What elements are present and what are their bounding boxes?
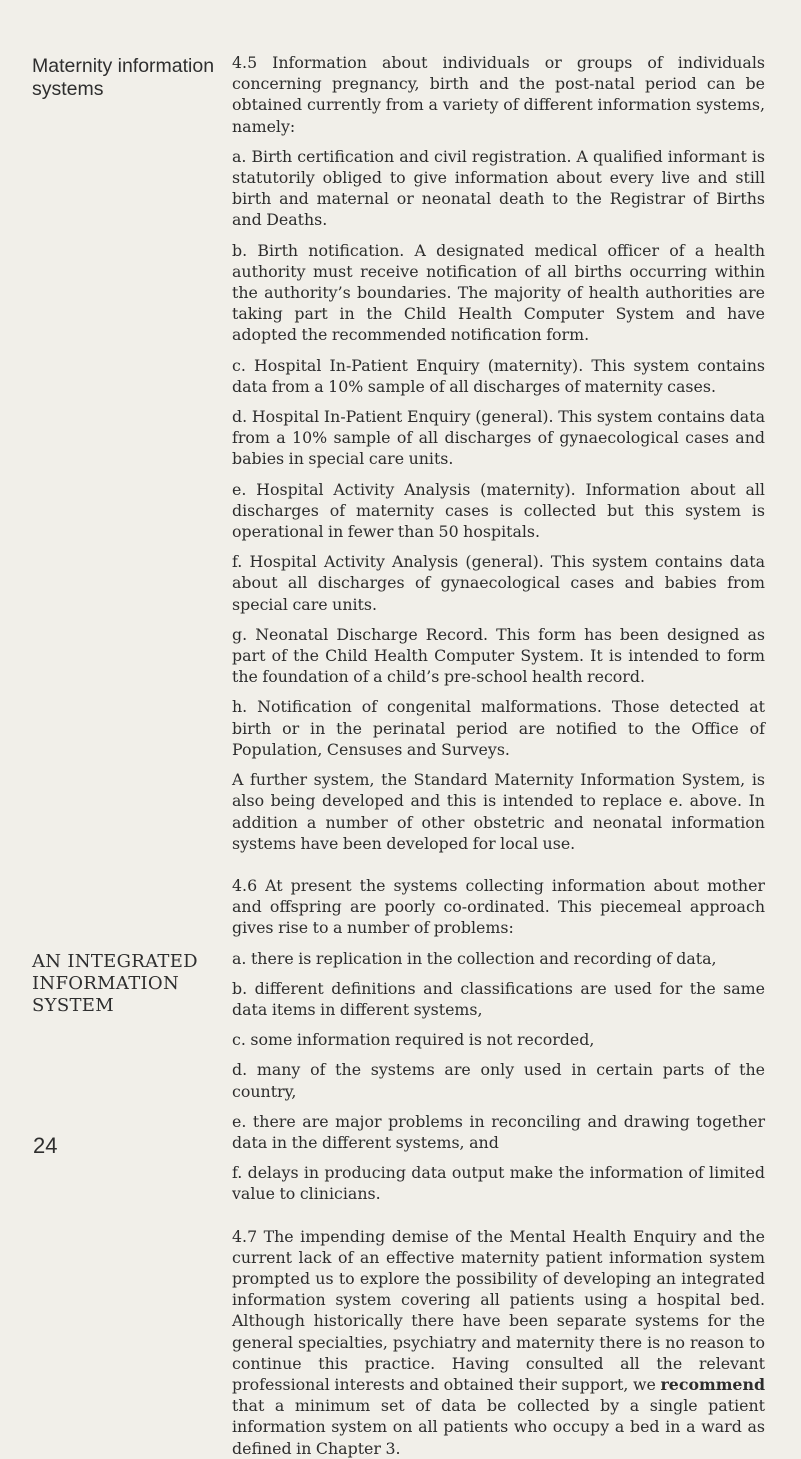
list-item: e. Hospital Activity Analysis (maternity). Information about all discharges of maternity cases is collected but this system is operational in fewer than 50 hospitals. xyxy=(232,479,765,542)
list-item: g. Neonatal Discharge Record. This form has been designed as part of the Child Health Computer System. It is intended to form the foundation of a child’s pre-school health record. xyxy=(232,624,765,687)
sidebar-heading-line: INFORMATION xyxy=(32,973,180,994)
list-item: c. some information required is not recorded, xyxy=(232,1030,595,1050)
paragraph-4-7 xyxy=(232,1226,765,1459)
list-item: d. Hospital In-Patient Enquiry (general). This system contains data from a 10% sample of all discharges of gynaecological cases and babies in special care units. xyxy=(232,407,765,469)
recommend-emphasis: recommend xyxy=(660,1374,765,1394)
sidebar-heading-line: systems xyxy=(32,78,104,100)
list-item: h. Notification of congenital malformations. Those detected at birth or in the perinatal period are notified to the Office of Population, Censuses and Surveys. xyxy=(232,697,765,759)
sidebar-heading-line: AN INTEGRATED xyxy=(32,951,198,972)
list-item: e. there are major problems in reconciling and drawing together data in the different systems, and xyxy=(232,1111,765,1152)
main-text xyxy=(232,52,765,1459)
list-item: b. Birth notification. A designated medical officer of a health authority must receive notification of all births occurring within the authority’s boundaries. The majority of health authorities are taking part in the Child Health Computer System and have adopted the recommended notification form. xyxy=(232,240,765,345)
sidebar-heading-line: Maternity information xyxy=(32,55,215,77)
list-item: f. delays in producing data output make the information of limited value to clinicians. xyxy=(232,1163,765,1204)
list-item: a. Birth certification and civil registration. A qualified informant is statutorily obliged to give information about every live and still birth and maternal or neonatal death to the Registrar of Births and Deaths. xyxy=(232,146,765,230)
list-item: d. many of the systems are only used in certain parts of the country, xyxy=(232,1060,765,1101)
sidebar-heading-line: SYSTEM xyxy=(32,995,114,1016)
list-item: a. there is replication in the collection and recording of data, xyxy=(232,948,717,968)
paragraph-4-6: 4.6 At present the systems collecting information about mother and offspring are poorly co-ordinated. This piecemeal approach gives rise to a number of problems: xyxy=(232,875,765,938)
paragraph-4-5: 4.5 Information about individuals or groups of individuals concerning pregnancy, birth and the post-natal period can be obtained currently from a variety of different information systems, namely: xyxy=(232,53,765,136)
list-item: f. Hospital Activity Analysis (general). This system contains data about all discharges of gynaecological cases and babies from special care units. xyxy=(232,552,765,614)
paragraph-4-7-text: that a minimum set of data be collected by a single patient information system on all patients who occupy a bed in a ward as defined in Chapter 3. xyxy=(232,1396,765,1458)
sidebar-heading-integrated xyxy=(32,951,232,1017)
page-number: 24 xyxy=(33,1133,58,1158)
sidebar-heading-maternity xyxy=(32,55,217,101)
list-item: b. different definitions and classifications are used for the same data items in different systems, xyxy=(232,978,765,1019)
list-item: c. Hospital In-Patient Enquiry (maternity). This system contains data from a 10% sample of all discharges of maternity cases. xyxy=(232,355,765,396)
paragraph-further-system: A further system, the Standard Maternity Information System, is also being developed and this is intended to replace e. above. In addition a number of other obstetric and neonatal information systems have been developed for local use. xyxy=(232,770,765,853)
paragraph-4-7-text: 4.7 The impending demise of the Mental Health Enquiry and the current lack of an effective maternity patient information system prompted us to explore the possibility of developing an integrated information system covering all patients using a hospital bed. Although historically there have been separate systems for the general specialties, psychiatry and maternity there is no reason to continue this practice. Having consulted all the relevant professional interests and obtained their support, we xyxy=(232,1226,765,1394)
